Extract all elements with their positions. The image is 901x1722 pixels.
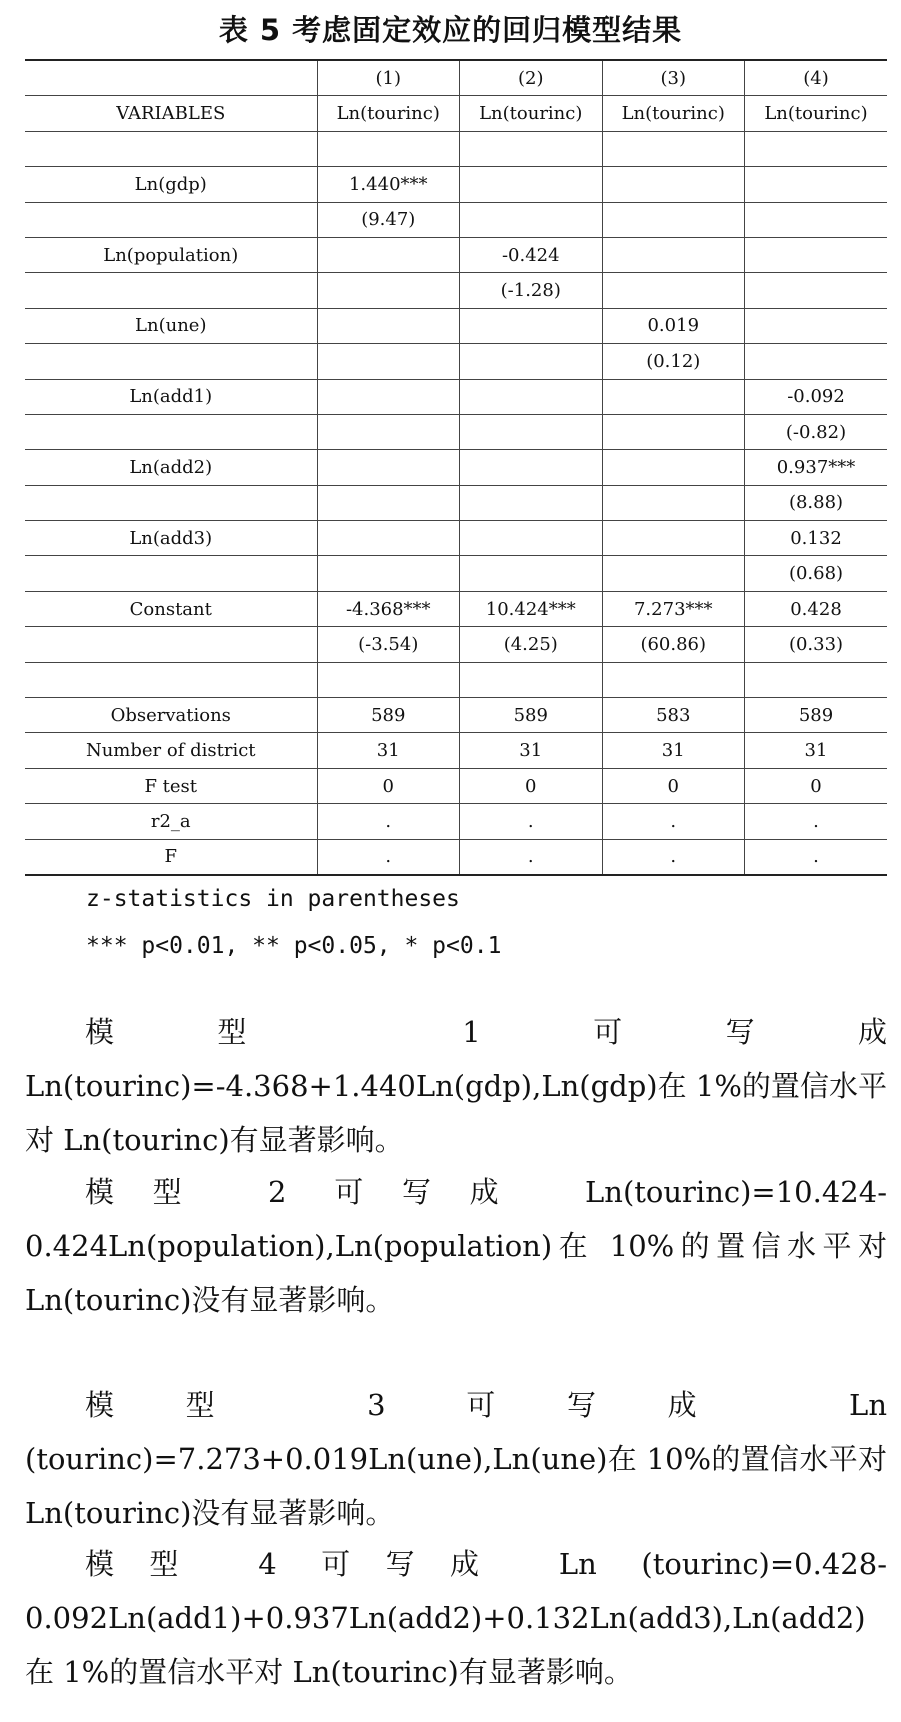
- paragraph-model-3: 模型 3 可写成 Ln (tourinc)=7.273+0.019Ln(une),Ln(une)在 10%的置信水平对 Ln(tourinc)没有显著影响。: [25, 1388, 887, 1530]
- table-cell: -4.368***: [317, 591, 460, 626]
- table-cell: 10.424***: [460, 591, 603, 626]
- table-cell: 0: [460, 768, 603, 803]
- table-row: [25, 202, 887, 237]
- table-header-cell: Ln(tourinc): [317, 96, 460, 131]
- table-header-cell: VARIABLES: [25, 96, 317, 131]
- table-cell: [460, 521, 603, 556]
- table-cell: 31: [317, 733, 460, 768]
- table-header-cell: Ln(tourinc): [602, 96, 745, 131]
- table-row: [25, 662, 887, 697]
- table-cell: [460, 202, 603, 237]
- table-cell: (4.25): [460, 627, 603, 662]
- table-cell: [602, 167, 745, 202]
- table-cell: [460, 344, 603, 379]
- table-row: [25, 485, 887, 520]
- table-row-label: Ln(une): [25, 308, 317, 343]
- table-cell: [602, 202, 745, 237]
- table-cell: [602, 450, 745, 485]
- table-row: [25, 839, 887, 875]
- table-row-label: F test: [25, 768, 317, 803]
- table-cell: [317, 344, 460, 379]
- table-cell: [745, 308, 888, 343]
- table-cell: [317, 379, 460, 414]
- table-row: [25, 237, 887, 272]
- table-cell: 0.019: [602, 308, 745, 343]
- table-row: [25, 591, 887, 626]
- table-cell: .: [602, 804, 745, 839]
- table-cell: (0.33): [745, 627, 888, 662]
- note-significance: *** p<0.01, ** p<0.05, * p<0.1: [86, 933, 502, 959]
- table-row: [25, 131, 887, 166]
- table-row-label: Number of district: [25, 733, 317, 768]
- table-cell: [745, 202, 888, 237]
- table-cell: 589: [317, 698, 460, 733]
- table-cell: [317, 521, 460, 556]
- table-cell: [317, 556, 460, 591]
- table-cell: .: [745, 804, 888, 839]
- table-row: [25, 768, 887, 803]
- table-cell: [460, 131, 603, 166]
- table-row-label: [25, 273, 317, 308]
- table-cell: [460, 556, 603, 591]
- table-row-label: Ln(gdp): [25, 167, 317, 202]
- paragraph-model-2: 模型 2 可写成 Ln(tourinc)=10.424-0.424Ln(population),Ln(population)在 10%的置信水平对 Ln(tourinc)没有显著影响。: [25, 1175, 887, 1317]
- table-row: [25, 414, 887, 449]
- table-row-label: Constant: [25, 591, 317, 626]
- table-cell: [460, 414, 603, 449]
- table-cell: (9.47): [317, 202, 460, 237]
- paragraph-model-4: 模型 4 可写成 Ln (tourinc)=0.428-0.092Ln(add1)+0.937Ln(add2)+0.132Ln(add3),Ln(add2)在 1%的置信水平对 Ln(tourinc)有显著影响。: [25, 1547, 887, 1689]
- table-cell: 589: [460, 698, 603, 733]
- table-cell: 31: [460, 733, 603, 768]
- table-cell: .: [317, 839, 460, 875]
- regression-table: [25, 59, 887, 876]
- table-cell: 0: [317, 768, 460, 803]
- table-row-label: [25, 131, 317, 166]
- table-cell: (-1.28): [460, 273, 603, 308]
- table-cell: 0: [602, 768, 745, 803]
- table-row-label: [25, 556, 317, 591]
- table-cell: 589: [745, 698, 888, 733]
- paragraph-model-1: 模型 1 可写成 Ln(tourinc)=-4.368+1.440Ln(gdp),Ln(gdp)在 1%的置信水平对 Ln(tourinc)有显著影响。: [25, 1015, 887, 1157]
- table-row-label: Ln(add3): [25, 521, 317, 556]
- table-header-cell: (4): [745, 60, 888, 96]
- table-cell: [460, 485, 603, 520]
- table-row: [25, 273, 887, 308]
- table-header-cell: (1): [317, 60, 460, 96]
- table-cell: [602, 485, 745, 520]
- table-cell: .: [317, 804, 460, 839]
- table-cell: -0.424: [460, 237, 603, 272]
- table-cell: -0.092: [745, 379, 888, 414]
- table-row-label: [25, 662, 317, 697]
- table-cell: [317, 485, 460, 520]
- table-row-label: [25, 414, 317, 449]
- table-header-cell: Ln(tourinc): [745, 96, 888, 131]
- table-cell: [602, 556, 745, 591]
- table-cell: [602, 237, 745, 272]
- note-z-statistics: z-statistics in parentheses: [86, 886, 460, 912]
- table-cell: 0.132: [745, 521, 888, 556]
- table-row-label: Ln(add2): [25, 450, 317, 485]
- table-row: [25, 344, 887, 379]
- table-header-cell: Ln(tourinc): [460, 96, 603, 131]
- table-cell: [745, 131, 888, 166]
- table-cell: .: [602, 839, 745, 875]
- table-row: [25, 733, 887, 768]
- table-header-cell: (3): [602, 60, 745, 96]
- table-row-label: [25, 485, 317, 520]
- table-cell: 583: [602, 698, 745, 733]
- table-cell: [317, 131, 460, 166]
- table-row-label: [25, 627, 317, 662]
- table-row: [25, 556, 887, 591]
- table-row: [25, 379, 887, 414]
- table-row: [25, 167, 887, 202]
- table-cell: [745, 662, 888, 697]
- table-cell: [745, 167, 888, 202]
- table-row: [25, 627, 887, 662]
- table-cell: [602, 273, 745, 308]
- table-cell: [460, 379, 603, 414]
- table-row: [25, 698, 887, 733]
- table-header-cell: [25, 60, 317, 96]
- table-header-row-numbers: [25, 60, 887, 96]
- table-cell: [745, 237, 888, 272]
- table-row: [25, 521, 887, 556]
- table-cell: [317, 414, 460, 449]
- table-cell: [317, 273, 460, 308]
- table-row-label: Ln(population): [25, 237, 317, 272]
- table-row-label: [25, 344, 317, 379]
- table-cell: [602, 662, 745, 697]
- table-cell: [460, 167, 603, 202]
- table-row-label: r2_a: [25, 804, 317, 839]
- table-cell: [317, 308, 460, 343]
- table-header-row-variables: [25, 96, 887, 131]
- table-row-label: Ln(add1): [25, 379, 317, 414]
- table-cell: [317, 662, 460, 697]
- table-cell: [602, 414, 745, 449]
- table-row-label: [25, 202, 317, 237]
- table-cell: [745, 273, 888, 308]
- table-row-label: F: [25, 839, 317, 875]
- table-title: 表 5 考虑固定效应的回归模型结果: [218, 13, 683, 47]
- table-cell: [460, 450, 603, 485]
- table-cell: (8.88): [745, 485, 888, 520]
- table-cell: [602, 131, 745, 166]
- table-cell: 0.937***: [745, 450, 888, 485]
- table-row: [25, 308, 887, 343]
- table-cell: 31: [745, 733, 888, 768]
- table-row-label: Observations: [25, 698, 317, 733]
- table-cell: .: [745, 839, 888, 875]
- table-cell: .: [460, 839, 603, 875]
- table-cell: [745, 344, 888, 379]
- table-cell: (60.86): [602, 627, 745, 662]
- table-row: [25, 450, 887, 485]
- table-cell: [317, 450, 460, 485]
- table-cell: .: [460, 804, 603, 839]
- table-cell: [602, 379, 745, 414]
- table-cell: (-3.54): [317, 627, 460, 662]
- table-cell: (0.12): [602, 344, 745, 379]
- table-cell: 31: [602, 733, 745, 768]
- regression-table-body: [25, 60, 887, 875]
- table-cell: 7.273***: [602, 591, 745, 626]
- table-cell: 1.440***: [317, 167, 460, 202]
- table-cell: (-0.82): [745, 414, 888, 449]
- table-cell: [460, 662, 603, 697]
- table-row: [25, 804, 887, 839]
- table-cell: 0.428: [745, 591, 888, 626]
- table-cell: [602, 521, 745, 556]
- table-cell: (0.68): [745, 556, 888, 591]
- table-cell: 0: [745, 768, 888, 803]
- table-cell: [317, 237, 460, 272]
- table-cell: [460, 308, 603, 343]
- table-header-cell: (2): [460, 60, 603, 96]
